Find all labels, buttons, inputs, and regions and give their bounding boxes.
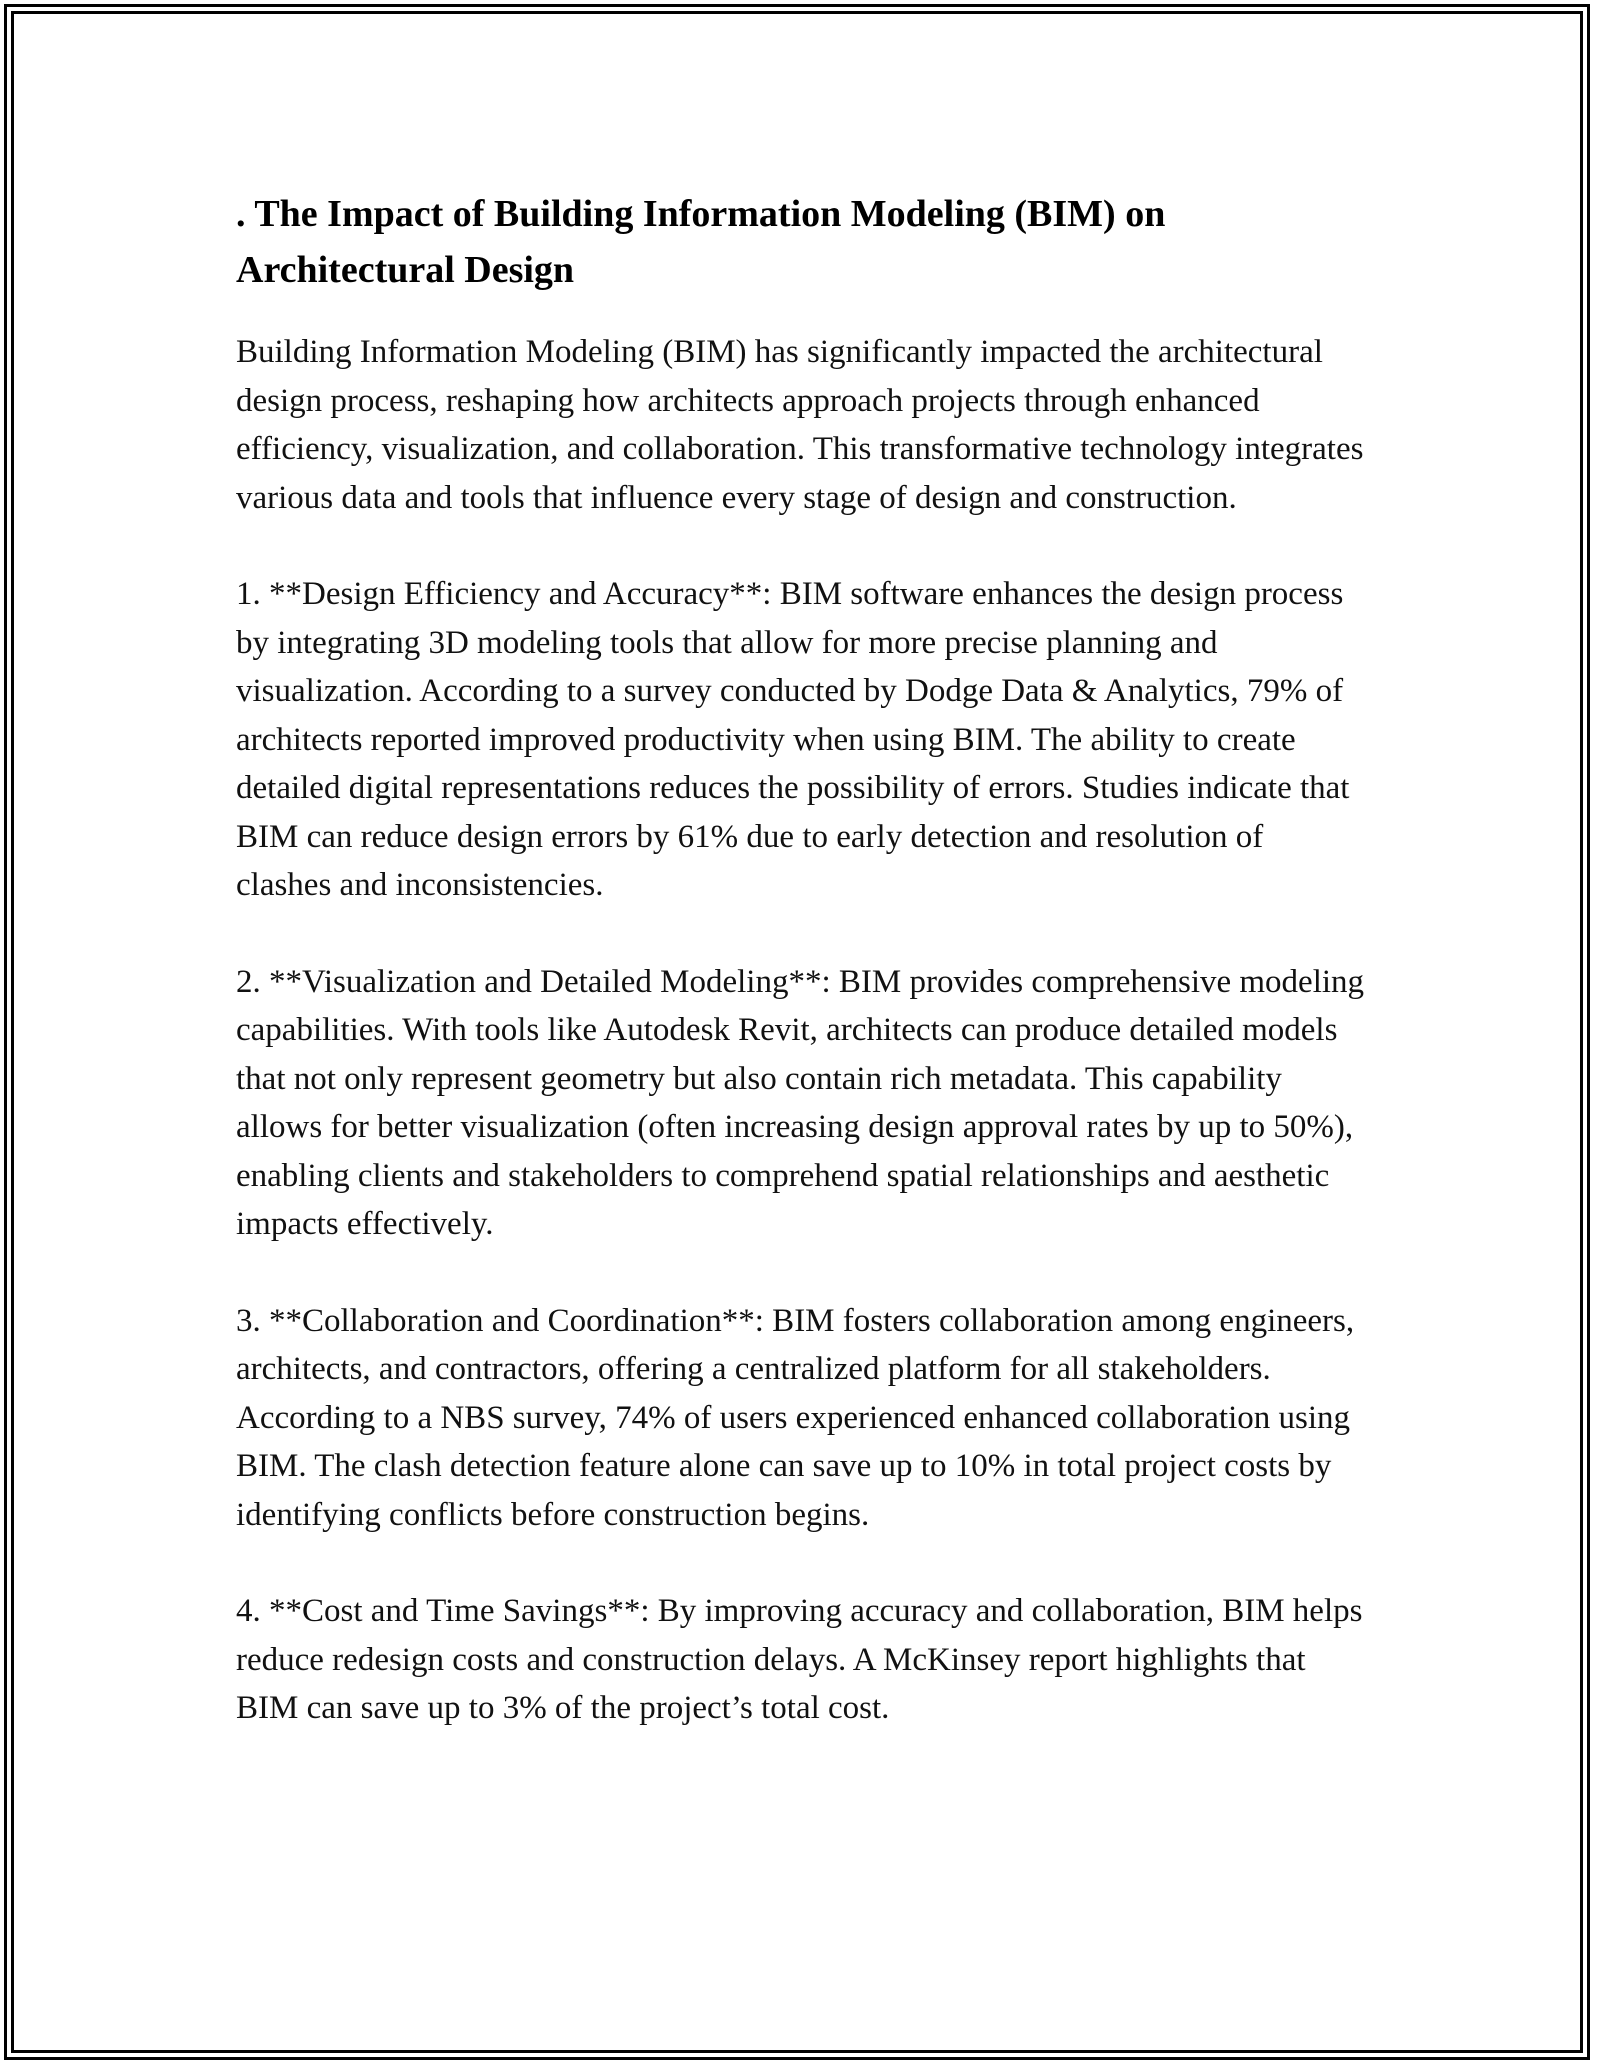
section-visualization: 2. **Visualization and Detailed Modeling**: BIM provides comprehensive modeling capabilities. With tools like Autodesk Revit, architects can produce detailed models that not only represent geometry but also contain rich metadata. This capability allows for better visualization (often increasing design approval rates by up to 50%), enabling clients and stakeholders to comprehend spatial relationships and aesthetic impacts effectively. xyxy=(236,963,1365,1242)
document-title: . The Impact of Building Information Modeling (BIM) on Architectural Design xyxy=(236,193,1166,291)
section-collaboration: 3. **Collaboration and Coordination**: BIM fosters collaboration among engineers, architects, and contractors, offering a centralized platform for all stakeholders. According to a NBS survey, 74% of users experienced enhanced collaboration using BIM. The clash detection feature alone can save up to 10% in total project costs by identifying conflicts before construction begins. xyxy=(236,1302,1355,1533)
intro-paragraph: Building Information Modeling (BIM) has significantly impacted the architectural design process, reshaping how architects approach projects through enhanced efficiency, visualization, and collaboration. This transformative technology integrates various data and tools that influence every stage of design and construction. xyxy=(236,334,1364,516)
document-body xyxy=(236,186,1366,1781)
section-design-efficiency: 1. **Design Efficiency and Accuracy**: BIM software enhances the design process by integrating 3D modeling tools that allow for more precise planning and visualization. According to a survey conducted by Dodge Data & Analytics, 79% of architects reported improved productivity when using BIM. The ability to create detailed digital representations reduces the possibility of errors. Studies indicate that BIM can reduce design errors by 61% due to early detection and resolution of clashes and inconsistencies. xyxy=(236,576,1350,903)
section-cost-savings: 4. **Cost and Time Savings**: By improving accuracy and collaboration, BIM helps reduce redesign costs and construction delays. A McKinsey report highlights that BIM can save up to 3% of the project’s total cost. xyxy=(236,1593,1363,1726)
